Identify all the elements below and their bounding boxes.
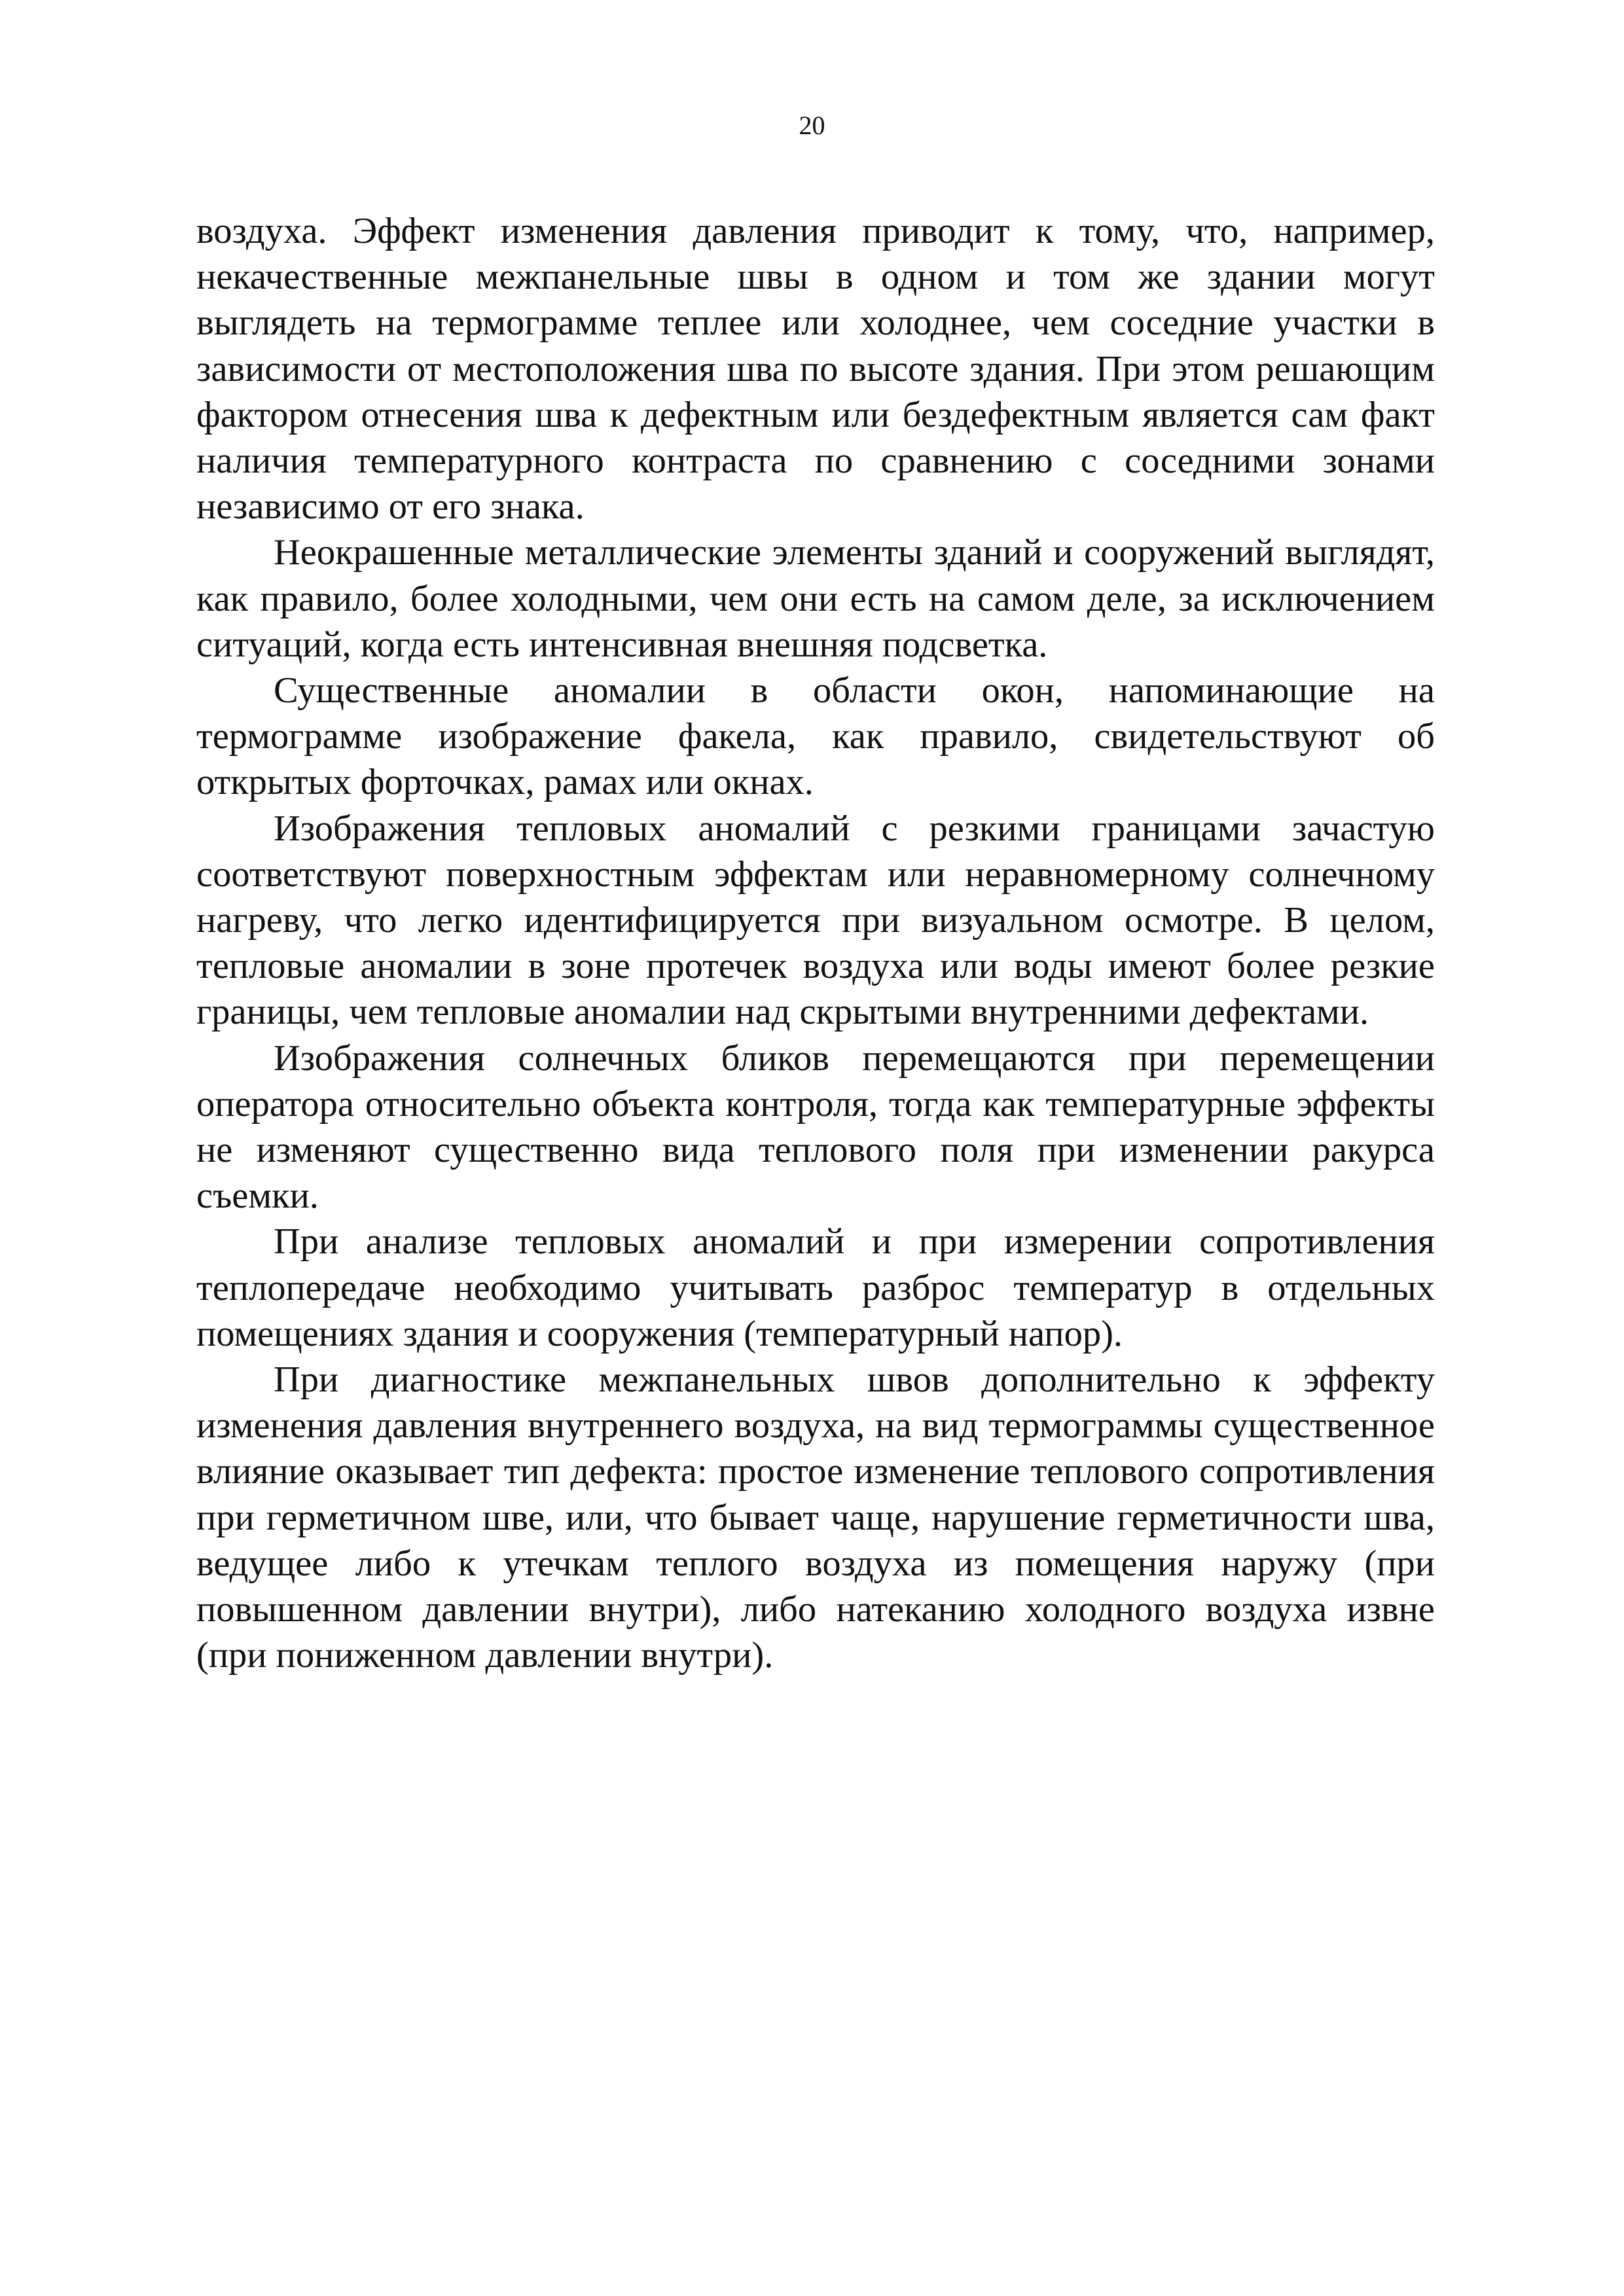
paragraph-window-anomalies: Существенные аномалии в области окон, напоминающие на термограмме изображение факела, как правило, свидетельствуют об открытых форточках, рамах или окнах.: [196, 670, 1435, 803]
paragraph-sharp-boundaries: Изображения тепловых аномалий с резкими границами зачастую соответствуют поверхностным эффектам или неравномерному солнечному нагреву, что легко идентифицируется при визуальном осмотре. В целом, тепловые аномалии в зоне протечек воздуха или воды имеют более резкие границы, чем тепловые аномалии над скрытыми внутренними дефектами.: [196, 808, 1435, 1033]
document-body: [196, 208, 1435, 1679]
paragraph-continuation: воздуха. Эффект изменения давления приводит к тому, что, например, некачественные межпанельные швы в одном и том же здании могут выглядеть на термограмме теплее или холоднее, чем соседние участки в зависимости от местоположения шва по высоте здания. При этом решающим фактором отнесения шва к дефектным или бездефектным является сам факт наличия температурного контраста по сравнению с соседними зонами независимо от его знака.: [196, 211, 1435, 528]
paragraph-solar-glare: Изображения солнечных бликов перемещаются при перемещении оператора относительно объекта контроля, тогда как температурные эффекты не изменяют существенно вида теплового поля при изменении ракурса съемки.: [196, 1037, 1435, 1217]
paragraph-metal-elements: Неокрашенные металлические элементы зданий и сооружений выглядят, как правило, более холодными, чем они есть на самом деле, за исключением ситуаций, когда есть интенсивная внешняя подсветка.: [196, 532, 1435, 665]
paragraph-temperature-spread: При анализе тепловых аномалий и при измерении сопротивления теплопередаче необходимо учитывать разброс температур в отдельных помещениях здания и сооружения (температурный напор).: [196, 1221, 1435, 1354]
page-number: 20: [799, 111, 825, 140]
paragraph-seam-diagnostics: При диагностике межпанельных швов дополнительно к эффекту изменения давления внутреннего воздуха, на вид термограммы существенное влияние оказывает тип дефекта: простое изменение теплового сопротивления при герметичном шве, или, что бывает чаще, нарушение герметичности шва, ведущее либо к утечкам теплого воздуха из помещения наружу (при повышенном давлении внутри), либо натеканию холодного воздуха извне (при пониженном давлении внутри).: [196, 1359, 1435, 1676]
